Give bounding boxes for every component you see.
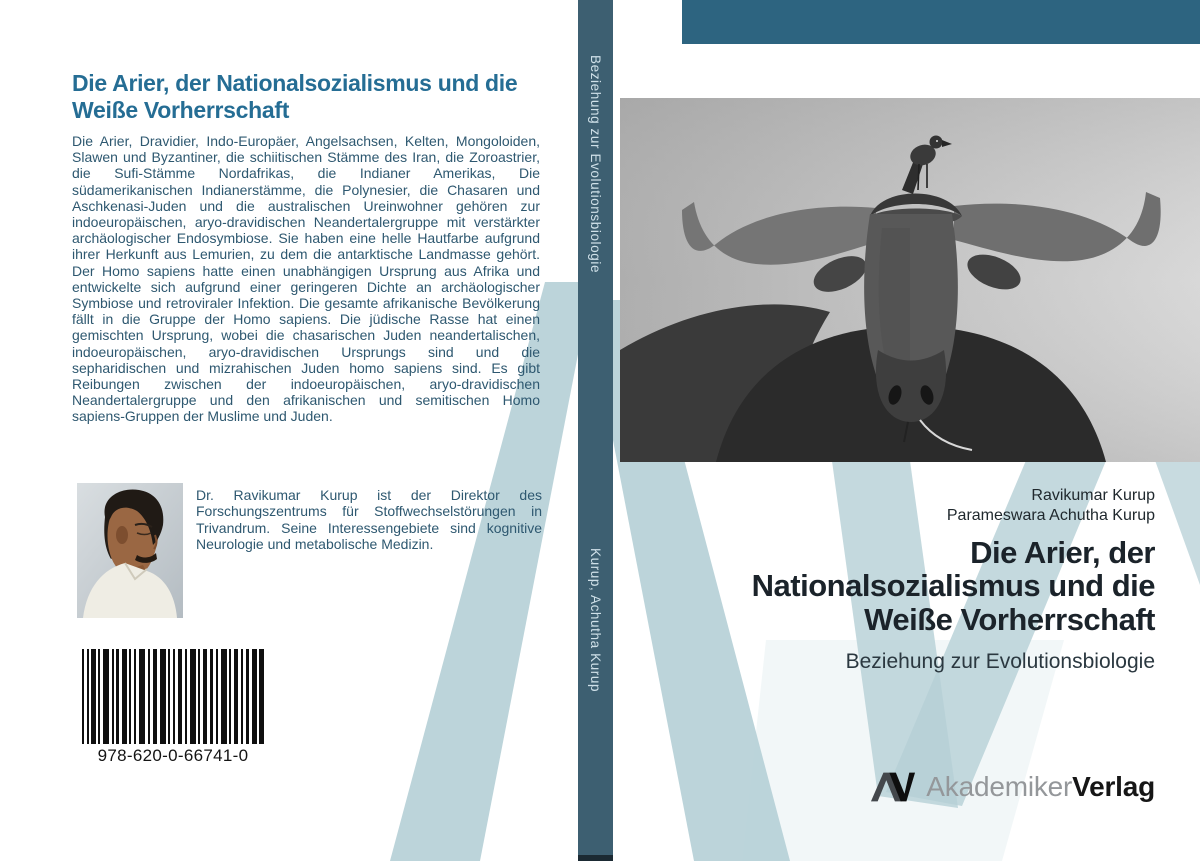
back-cover-blurb: Die Arier, Dravidier, Indo-Europäer, Angelsachsen, Kelten, Mongoloiden, Slawen und Byzantiner, die schiitischen Stämme des Iran, die Zoroastrier, die Sufi-Stämme Nordafrikas, die Indianer Amerikas, Die südamerikanischen Indianerstämme, die Polynesier, die Chasaren und Aschkenasi-Juden und die australischen Ureinwohner gehören zur indoeuropäischen, aryo-dravidischen Neandertalergruppe mit verstärkter archäologischer Endosymbiose. Sie haben eine helle Hautfarbe aufgrund ihrer Herkunft aus Lemurien, zu dem die antarktische Landmasse gehört. Der Homo sapiens hatte einen unabhängigen Ursprung aus Afrika und entwickelte sich aufgrund einer geringeren Dichte an archäologischer Symbiose und retroviraler Infektion. Die gesamte afrikanische Bevölkerung fällt in die Gruppe der Homo sapiens. Die jüdische Rasse hat einen gemischten Ursprung, wobei die chasarischen Juden neandertalischen, indoeuropäischen, aryo-dravidischen Ursprungs sind und die sepharidischen und mizrahischen Juden homo sapiens sind. Es gibt Reibungen zwischen der indoeuropäischen, aryo-dravidischen Neandertalergruppe und den afrikanischen und semitischen Homo sapiens-Gruppen der Muslime und Juden. [72, 133, 540, 425]
front-top-bar [682, 0, 1200, 44]
front-author-2: Parameswara Achutha Kurup [946, 507, 1155, 524]
isbn-number: 978-620-0-66741-0 [97, 746, 249, 765]
publisher-logo [870, 770, 1155, 804]
author-portrait-photo [77, 483, 183, 618]
av-logo-icon [870, 771, 916, 803]
spine-authors-box [578, 548, 613, 692]
author-bio: Dr. Ravikumar Kurup ist der Direktor des Forschungszentrums für Stoffwechselstörungen in Trivandrum. Seine Interessengebiete sind kognitive Neurologie und metabolische Medizin. [196, 487, 542, 553]
spine-subtitle: Beziehung zur Evolutionsbiologie [588, 55, 603, 274]
spine-authors: Kurup, Achutha Kurup [588, 548, 603, 693]
isbn-barcode [82, 649, 264, 744]
front-author-1: Ravikumar Kurup [1031, 487, 1155, 504]
front-authors [947, 486, 1155, 526]
buffalo-photo [620, 98, 1200, 462]
spine-bottom-edge [578, 855, 613, 861]
publisher-name [926, 771, 1155, 803]
back-cover-title: Die Arier, der Nationalsozialismus und die Weiße Vorherrschaft [72, 70, 518, 124]
publisher-name-verlag: Verlag [1072, 771, 1155, 802]
front-title: Die Arier, der Nationalsozialismus und die Weiße Vorherrschaft [751, 535, 1155, 637]
spine-subtitle-box [578, 55, 613, 273]
publisher-name-akademiker: Akademiker [926, 771, 1073, 802]
front-subtitle: Beziehung zur Evolutionsbiologie [845, 650, 1155, 673]
